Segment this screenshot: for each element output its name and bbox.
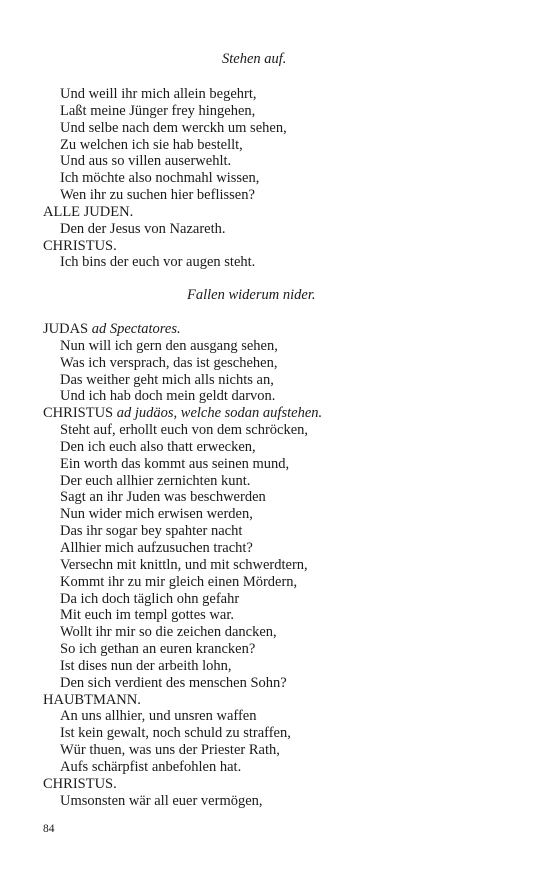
speaker-name: CHRISTUS bbox=[43, 405, 117, 422]
verse-line: Und aus so villen auserwehlt. bbox=[60, 153, 232, 170]
verse-line: Zu welchen ich sie hab bestellt, bbox=[60, 136, 243, 153]
verse-line: Allhier mich aufzusuchen tracht? bbox=[60, 539, 253, 556]
verse-line: Nun will ich gern den ausgang sehen, bbox=[60, 337, 278, 354]
verse-line: Und ich hab doch mein geldt darvon. bbox=[60, 388, 276, 405]
verse-line: Was ich versprach, das ist geschehen, bbox=[60, 354, 278, 371]
verse-line: Ich möchte also nochmahl wissen, bbox=[60, 170, 260, 187]
speaker-heading bbox=[43, 204, 287, 221]
verse-line: Den ich euch also thatt erwecken, bbox=[60, 438, 256, 455]
stage-direction-middle: Fallen widerum nider. bbox=[187, 287, 316, 303]
stage-direction-top: Stehen auf. bbox=[222, 51, 287, 67]
verse-line: An uns allhier, und unsren waffen bbox=[60, 708, 257, 725]
verse-line: Steht auf, erhollt euch von dem schröcken, bbox=[60, 422, 309, 439]
speaker-direction: ad Spectatores. bbox=[91, 321, 181, 337]
verse-line: Mit euch im templ gottes war. bbox=[60, 607, 234, 624]
page-number: 84 bbox=[43, 823, 55, 835]
verse-line: Aufs schärpfist anbefohlen hat. bbox=[60, 758, 242, 775]
verse-line: Ist kein gewalt, noch schuld zu straffen, bbox=[60, 725, 291, 742]
speaker-direction: ad judäos, welche sodan aufstehen. bbox=[116, 405, 323, 422]
verse-line: Der euch allhier zernichten kunt. bbox=[60, 472, 251, 489]
speaker-name: ALLE JUDEN. bbox=[43, 203, 134, 220]
verse-line: Wollt ihr mir so die zeichen dancken, bbox=[60, 624, 277, 641]
verse-line: So ich gethan an euren krancken? bbox=[60, 641, 256, 658]
verse-line: Kommt ihr zu mir gleich einen Mördern, bbox=[60, 573, 298, 590]
speaker-heading bbox=[43, 692, 322, 709]
text-block-2 bbox=[43, 321, 322, 809]
verse-line: Laßt meine Jünger frey hingehen, bbox=[60, 102, 256, 119]
verse-line: Und weill ihr mich allein begehrt, bbox=[60, 86, 257, 102]
speaker-heading bbox=[43, 405, 322, 422]
verse-line: Das weither geht mich alls nichts an, bbox=[60, 371, 274, 388]
verse-line: Umsonsten wär all euer vermögen, bbox=[60, 792, 263, 809]
verse-line: Den der Jesus von Nazareth. bbox=[60, 220, 226, 237]
verse-line: Ist dises nun der arbeith lohn, bbox=[60, 657, 232, 674]
speaker-name: JUDAS bbox=[43, 321, 92, 337]
verse-line: Wür thuen, was uns der Priester Rath, bbox=[60, 742, 280, 759]
verse-line: Den sich verdient des menschen Sohn? bbox=[60, 674, 287, 691]
verse-line: Ein worth das kommt aus seinen mund, bbox=[60, 455, 290, 472]
verse-line: Sagt an ihr Juden was beschwerden bbox=[60, 489, 266, 506]
speaker-name: HAUBTMANN. bbox=[43, 691, 141, 708]
verse-line: Versechn mit knittln, und mit schwerdtern, bbox=[60, 556, 308, 573]
verse-line: Ich bins der euch vor augen steht. bbox=[60, 254, 256, 271]
speaker-heading bbox=[43, 776, 322, 793]
verse-line: Nun wider mich erwisen werden, bbox=[60, 506, 253, 523]
speaker-name: CHRISTUS. bbox=[43, 775, 117, 792]
speaker-heading bbox=[43, 321, 322, 338]
verse-line: Und selbe nach dem werckh um sehen, bbox=[60, 119, 287, 136]
verse-line: Da ich doch täglich ohn gefahr bbox=[60, 590, 240, 607]
speaker-name: CHRISTUS. bbox=[43, 237, 117, 254]
speaker-heading bbox=[43, 238, 287, 255]
verse-line: Das ihr sogar bey spahter nacht bbox=[60, 523, 243, 540]
verse-line: Wen ihr zu suchen hier beflissen? bbox=[60, 187, 255, 204]
text-block-1 bbox=[43, 86, 287, 271]
